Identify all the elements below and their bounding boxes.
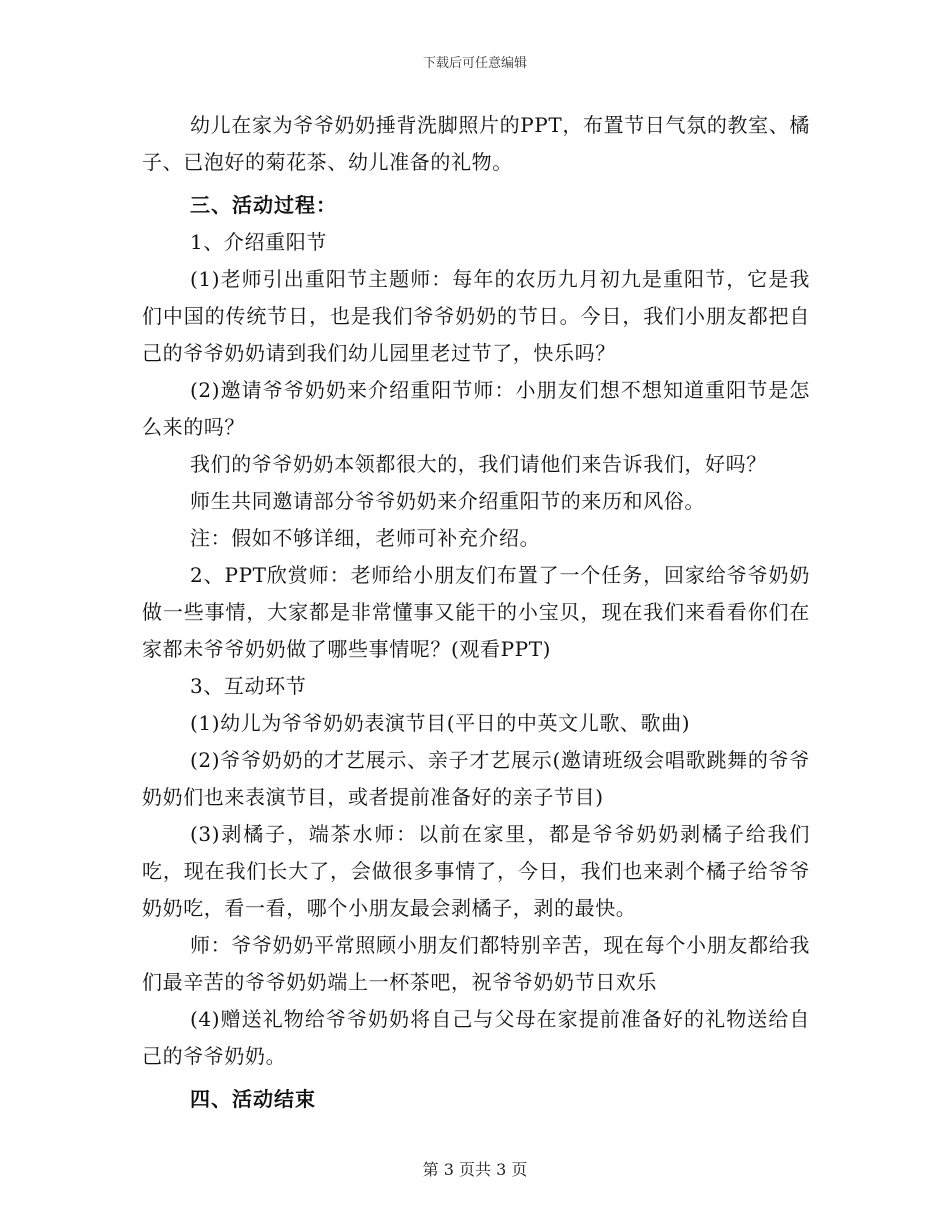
paragraph-step-3-2: (2)爷爷奶奶的才艺展示、亲子才艺展示(邀请班级会唱歌跳舞的爷爷奶奶们也来表演节目，或者提前准备好的亲子节目) — [142, 748, 810, 809]
paragraph-teacher-tea: 师：爷爷奶奶平常照顾小朋友们都特别辛苦，现在每个小朋友都给我们最辛苦的爷爷奶奶端上一杯茶吧，祝爷爷奶奶节日欢乐 — [142, 933, 810, 994]
paragraph-note: 注：假如不够详细，老师可补充介绍。 — [190, 526, 541, 550]
paragraph-step-3-1: (1)幼儿为爷爷奶奶表演节目(平日的中英文儿歌、歌曲) — [190, 711, 691, 735]
subsection-heading-interaction: 3、互动环节 — [190, 674, 307, 698]
paragraph-step-1-2: (2)邀请爷爷奶奶来介绍重阳节师：小朋友们想不想知道重阳节是怎么来的吗？ — [142, 378, 810, 439]
paragraph-ppt-appreciation: 2、PPT欣赏师：老师给小朋友们布置了一个任务，回家给爷爷奶奶做一些事情，大家都是非常懂事又能干的小宝贝，现在我们来看看你们在家都未爷爷奶奶做了哪些事情呢？(观看PPT) — [142, 563, 810, 661]
paragraph-invite-grandparents: 师生共同邀请部分爷爷奶奶来介绍重阳节的来历和风俗。 — [190, 489, 705, 513]
page-footer: 第 3 页共 3 页 — [422, 1160, 528, 1179]
paragraph-step-3-4: (4)赠送礼物给爷爷奶奶将自己与父母在家提前准备好的礼物送给自己的爷爷奶奶。 — [142, 1007, 810, 1068]
paragraph-materials: 幼儿在家为爷爷奶奶捶背洗脚照片的PPT，布置节日气氛的教室、橘子、已泡好的菊花茶、幼儿准备的礼物。 — [142, 113, 810, 174]
document-body — [142, 107, 810, 1118]
section-heading-activity-end: 四、活动结束 — [190, 1087, 316, 1111]
paragraph-grandparents-skill: 我们的爷爷奶奶本领都很大的，我们请他们来告诉我们，好吗？ — [190, 452, 767, 476]
paragraph-step-1-1: (1)老师引出重阳节主题师：每年的农历九月初九是重阳节，它是我们中国的传统节日，也是我们爷爷奶奶的节日。今日，我们小朋友都把自己的爷爷奶奶请到我们幼儿园里老过节了，快乐吗？ — [142, 267, 810, 365]
subsection-heading-intro: 1、介绍重阳节 — [190, 230, 327, 254]
page-header: 下载后可任意编辑 — [422, 56, 527, 71]
section-heading-activity-process: 三、活动过程： — [190, 193, 337, 217]
paragraph-step-3-3: (3)剥橘子，端茶水师：以前在家里，都是爷爷奶奶剥橘子给我们吃，现在我们长大了，会做很多事情了，今日，我们也来剥个橘子给爷爷奶奶吃，看一看，哪个小朋友最会剥橘子，剥的最快。 — [142, 822, 810, 920]
